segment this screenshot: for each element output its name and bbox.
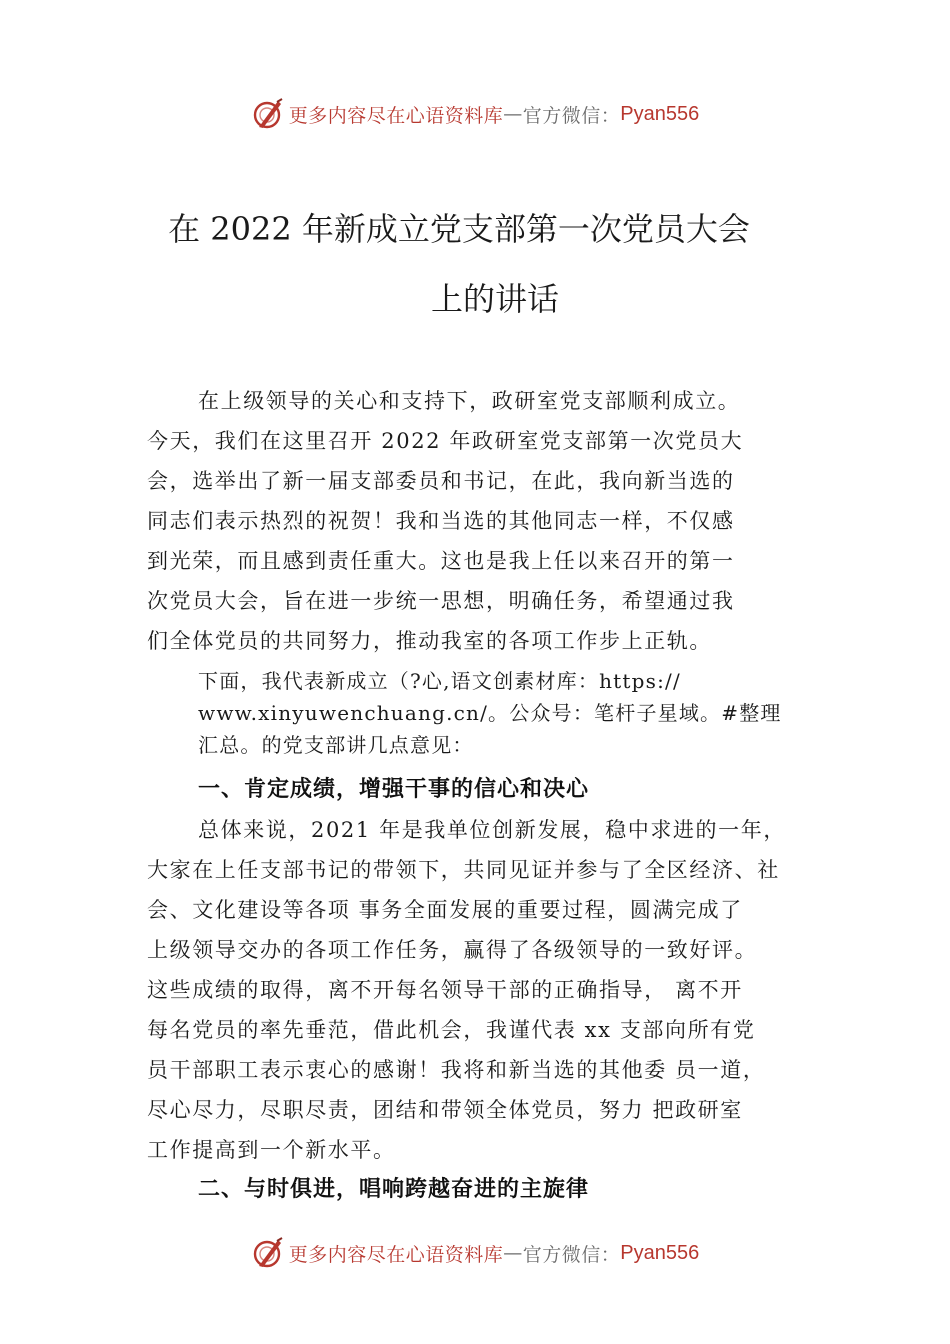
quill-pen-logo-icon [251, 97, 285, 131]
body-line: 这些成绩的取得，离不开每名领导干部的正确指导， 离不开 [147, 978, 743, 1002]
section-heading-2: 二、与时俱进，唱响跨越奋进的主旋律 [198, 1177, 590, 1202]
document-title-line-1: 在 2022 年新成立党支部第一次党员大会 [168, 210, 750, 248]
body-line: 下面，我代表新成立（?心,语文创素材库：https:// [198, 669, 681, 693]
body-line: 每名党员的率先垂范，借此机会，我谨代表 xx 支部向所有党 [147, 1018, 756, 1042]
body-line: 员干部职工表示衷心的感谢！我将和新当选的其他委 员一道， [147, 1058, 766, 1082]
body-line: 尽心尽力，尽职尽责，团结和带领全体党员，努力 把政研室 [147, 1098, 743, 1122]
quill-pen-logo-icon [251, 1236, 285, 1270]
body-line: 们全体党员的共同努力，推动我室的各项工作步上正轨。 [147, 629, 712, 653]
body-line: 上级领导交办的各项工作任务，赢得了各级领导的一致好评。 [147, 938, 758, 962]
body-line: 汇总。的党支部讲几点意见： [198, 733, 474, 757]
banner-dash: — [503, 1242, 523, 1264]
body-line: 在上级领导的关心和支持下，政研室党支部顺利成立。 [198, 389, 741, 413]
banner-main-text: 更多内容尽在心语资料库 [288, 104, 504, 127]
banner-wechat-id: Pyan556 [620, 1241, 700, 1264]
banner-wechat-label: 官方微信： [522, 1243, 621, 1266]
body-line: www.xinyuwenchuang.cn/。公众号：笔杆子星域。#整理 [198, 701, 782, 725]
header-banner [0, 94, 950, 134]
body-line: 会，选举出了新一届支部委员和书记，在此，我向新当选的 [147, 469, 735, 493]
body-line: 工作提高到一个新水平。 [147, 1138, 396, 1162]
section-heading-1: 一、肯定成绩，增强干事的信心和决心 [198, 777, 590, 802]
body-line: 到光荣，而且感到责任重大。这也是我上任以来召开的第一 [147, 549, 735, 573]
banner-wechat-label: 官方微信： [522, 104, 621, 127]
banner-dash: — [503, 103, 523, 125]
body-line: 总体来说，2021 年是我单位创新发展，稳中求进的一年， [198, 818, 786, 842]
body-line: 同志们表示热烈的祝贺！我和当选的其他同志一样，不仅感 [147, 509, 735, 533]
footer-banner [0, 1233, 950, 1273]
document-title-line-2: 上的讲话 [430, 280, 559, 318]
body-line: 大家在上任支部书记的带领下，共同见证并参与了全区经济、社 [147, 858, 780, 882]
body-line: 今天，我们在这里召开 2022 年政研室党支部第一次党员大 [147, 429, 744, 453]
banner-main-text: 更多内容尽在心语资料库 [288, 1243, 504, 1266]
banner-wechat-id: Pyan556 [620, 102, 700, 125]
body-line: 会、文化建设等各项 事务全面发展的重要过程，圆满完成了 [147, 898, 743, 922]
body-line: 次党员大会，旨在进一步统一思想，明确任务，希望通过我 [147, 589, 735, 613]
